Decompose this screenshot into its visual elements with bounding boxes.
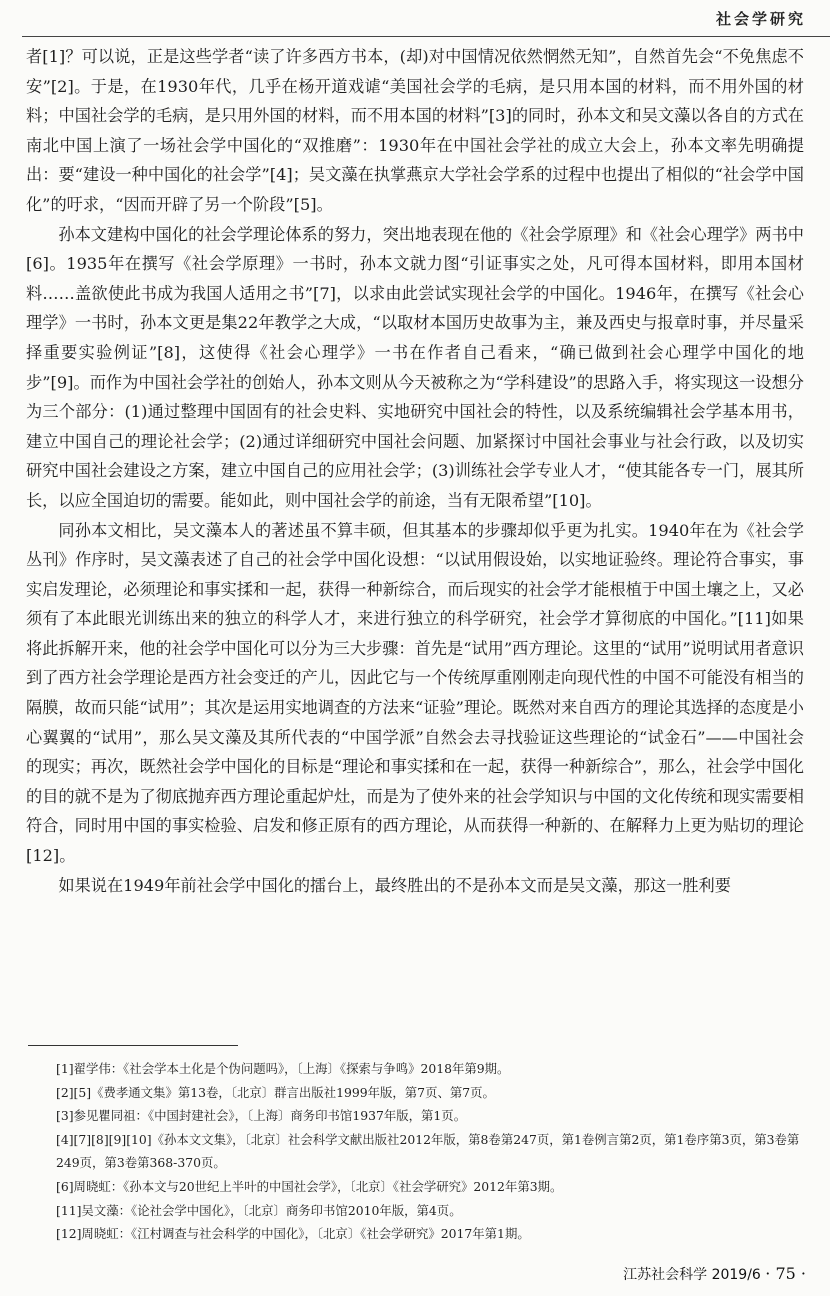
footnote-7: [12]周晓虹：《江村调查与社会科学的中国化》，〔北京〕《社会学研究》2017年第1期。	[56, 1226, 530, 1242]
footnote-6: [11]吴文藻：《论社会学中国化》，〔北京〕商务印书馆2010年版，第4页。	[56, 1202, 462, 1218]
footnote-1: [1]翟学伟：《社会学本土化是个伪问题吗》，〔上海〕《探索与争鸣》2018年第9期。	[56, 1061, 510, 1076]
paragraph-4: 如果说在1949年前社会学中国化的擂台上，最终胜出的不是孙本文而是吴文藻，那这一胜利要	[58, 875, 731, 895]
page-number: · 75 ·	[765, 1264, 806, 1283]
footnote-2: [2][5]《费孝通文集》第13卷，〔北京〕群言出版社1999年版，第7页、第7页。	[56, 1084, 495, 1100]
paragraph-2: 孙本文建构中国化的社会学理论体系的努力，突出地表现在他的《社会学原理》和《社会心理学》两书中[6]。1935年在撰写《社会学原理》一书时，孙本文就力图“引证事实之处，凡可得本国材料，即用本国材料……盖欲使此书成为我国人适用之书”[7]，以求由此尝试实现社会学的中国化。1946年，在撰写《社会心理学》一书时，孙本文更是集22年教学之大成，“以取材本国历史故事为主，兼及西史与报章时事，并尽量采择重要实验例证”[8]，这使得《社会心理学》一书在作者自己看来，“确已做到社会心理学中国化的地步”[9]。而作为中国社会学社的创始人，孙本文则从今天被称之为“学科建设”的思路入手，将实现这一设想分为三个部分：(1)通过整理中国固有的社会史料、实地研究中国社会的特性，以及系统编辑社会学基本用书，建立中国自己的理论社会学；(2)通过详细研究中国社会问题、加紧探讨中国社会事业与社会行政，以及切实研究中国社会建设之方案，建立中国自己的应用社会学；(3)训练社会学专业人才，“使其能各专一门，展其所长，以应全国迫切的需要。能如此，则中国社会学的前途，当有无限希望”[10]。	[26, 224, 804, 510]
paragraph-3: 同孙本文相比，吴文藻本人的著述虽不算丰硕，但其基本的步骤却似乎更为扎实。1940年在为《社会学丛刊》作序时，吴文藻表述了自己的社会学中国化设想：“以试用假设始，以实地证验终。理论符合事实，事实启发理论，必须理论和事实揉和一起，获得一种新综合，而后现实的社会学才能根植于中国土壤之上，又必须有了本此眼光训练出来的独立的科学人才，来进行独立的科学研究，社会学才算彻底的中国化。”[11]如果将此拆解开来，他的社会学中国化可以分为三大步骤：首先是“试用”西方理论。这里的“试用”说明试用者意识到了西方社会学理论是西方社会变迁的产儿，因此它与一个传统厚重刚刚走向现代性的中国不可能没有相当的隔膜，故而只能“试用”；其次是运用实地调查的方法来“证验”理论。既然对来自西方的理论其选择的态度是小心翼翼的“试用”，那么吴文藻及其所代表的“中国学派”自然会去寻找验证这些理论的“试金石”——中国社会的现实；再次，既然社会学中国化的目标是“理论和事实揉和在一起，获得一种新综合”，那么，社会学中国化的目的就不是为了彻底抛弃西方理论重起炉灶，而是为了使外来的社会学知识与中国的文化传统和现实需要相符合，同时用中国的事实检验、启发和修正原有的西方理论，从而获得一种新的、在解释力上更为贴切的理论[12]。	[26, 520, 804, 866]
footnote-rule	[28, 1045, 238, 1046]
footnotes	[56, 1057, 808, 1246]
journal-name: 江苏社会科学 2019/6	[623, 1267, 761, 1283]
article-body	[26, 42, 804, 900]
paragraph-1: 者[1]？可以说，正是这些学者“读了许多西方书本，(却)对中国情况依然惘然无知”，自然首先会“不免焦虑不安”[2]。于是，在1930年代，几乎在杨开道戏谑“美国社会学的毛病，是只用本国的材料，而不用外国的材料；中国社会学的毛病，是只用外国的材料，而不用本国的材料”[3]的同时，孙本文和吴文藻以各自的方式在南北中国上演了一场社会学中国化的“双推磨”：1930年在中国社会学社的成立大会上，孙本文率先明确提出：要“建设一种中国化的社会学”[4]；吴文藻在执掌燕京大学社会学系的过程中也提出了相似的“社会学中国化”的吁求，“因而开辟了另一个阶段”[5]。	[26, 47, 804, 214]
page-footer	[623, 1264, 806, 1284]
footnote-3: [3]参见瞿同祖：《中国封建社会》，〔上海〕商务印书馆1937年版，第1页。	[56, 1108, 467, 1124]
section-label: 社会学研究	[715, 10, 806, 28]
footnote-5: [6]周晓虹：《孙本文与20世纪上半叶的中国社会学》，〔北京〕《社会学研究》2012年第3期。	[56, 1178, 563, 1194]
header-rule	[22, 36, 830, 37]
footnote-4: [4][7][8][9][10]《孙本文文集》，〔北京〕社会科学文献出版社2012年版，第8卷第247页，第1卷例言第2页，第1卷序第3页，第3卷第249页，第3卷第368-370页。	[56, 1131, 800, 1171]
